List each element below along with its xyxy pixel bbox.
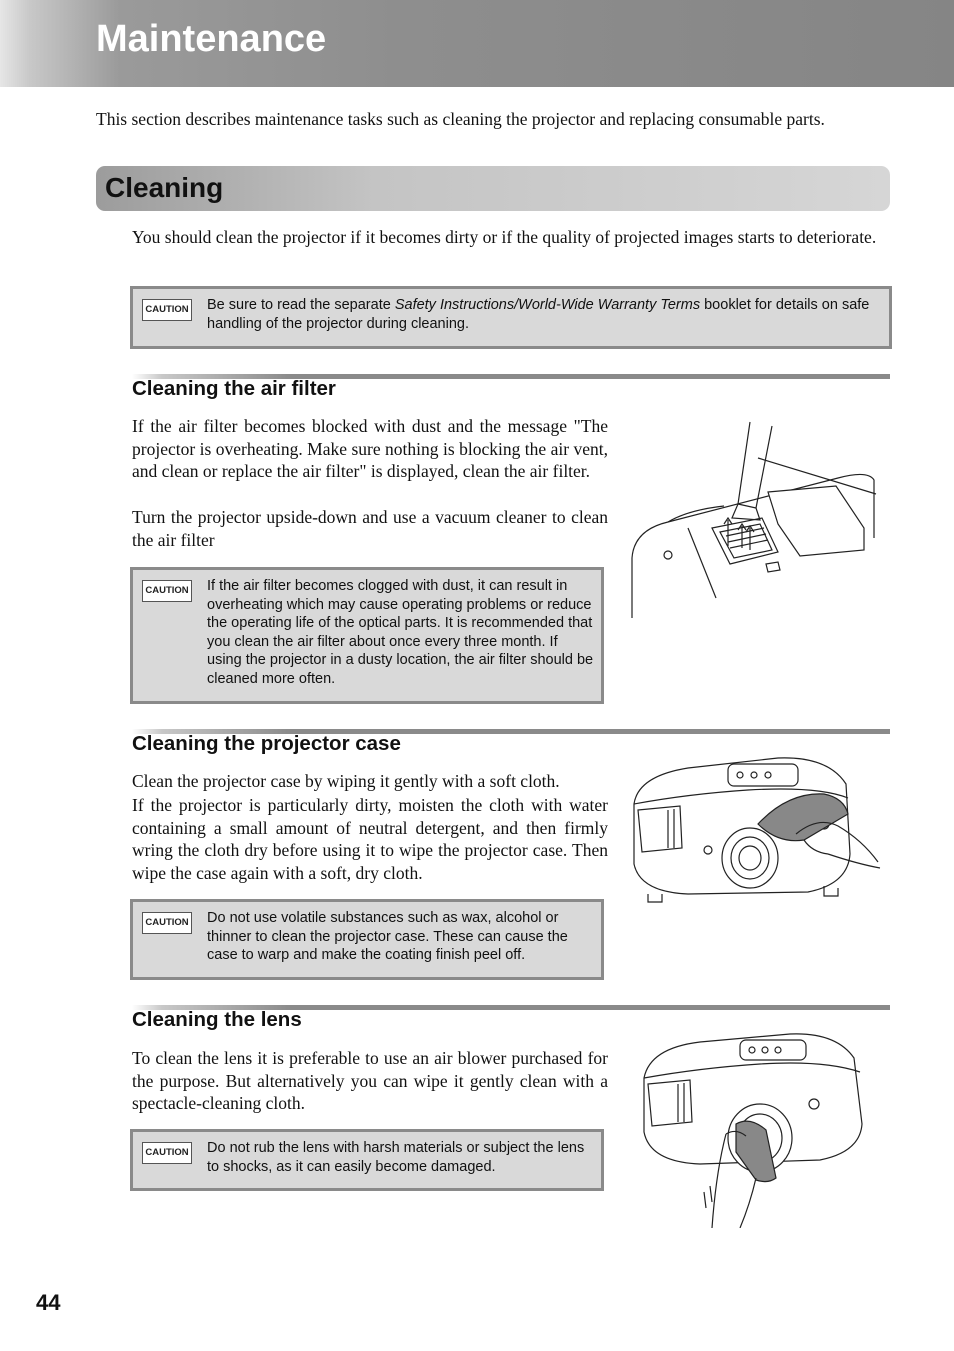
air-filter-illustration <box>628 418 880 618</box>
subsection-heading-air-filter: Cleaning the air filter <box>132 377 336 400</box>
projector-case-para-2: If the projector is particularly dirty, moisten the cloth with water containing a small amount of neutral detergent, and then firmly wring the cloth dry before using it to wipe the projector case. Then wipe the case again with a soft, dry cloth. <box>132 795 608 883</box>
lens-cleaning-illustration <box>640 1032 874 1228</box>
caution-text: If the air filter becomes clogged with dust, it can result in overheating which may cause operating problems or reduce the operating life of the optical parts. It is recommended that you clean the air filter about once every three month. If using the projector in a dusty location, the air filter should be cleaned more often. <box>207 578 594 687</box>
caution-label: CAUTION <box>142 299 192 321</box>
section-title: Cleaning <box>105 172 224 203</box>
caution-label: CAUTION <box>142 1142 192 1164</box>
caution-label: CAUTION <box>142 580 192 602</box>
caution-box-general <box>130 286 892 349</box>
caution-box-lens <box>130 1129 604 1191</box>
caution-box-projector-case <box>130 899 604 980</box>
caution-label: CAUTION <box>142 912 192 934</box>
caution-text: Do not use volatile substances such as wax, alcohol or thinner to clean the projector case. These can cause the case to warp and make the coating finish peel off. <box>207 910 568 963</box>
projector-case-illustration <box>628 754 882 904</box>
subsection-heading-projector-case: Cleaning the projector case <box>132 732 401 755</box>
caution-box-air-filter <box>130 567 604 704</box>
air-filter-para-2: Turn the projector upside-down and use a vacuum cleaner to clean the air filter <box>132 507 608 550</box>
lens-para-1: To clean the lens it is preferable to use an air blower purchased for the purpose. But alternatively you can wipe it gently clean with a spectacle-cleaning cloth. <box>132 1048 608 1113</box>
booklet-title: Safety Instructions/World-Wide Warranty Terms <box>394 297 701 313</box>
page-title: Maintenance <box>96 18 327 60</box>
section-body: You should clean the projector if it becomes dirty or if the quality of projected images starts to deteriorate. <box>132 227 877 247</box>
subsection-heading-lens: Cleaning the lens <box>132 1008 302 1031</box>
caution-text: Do not rub the lens with harsh materials or subject the lens to shocks, as it can easily become damaged. <box>207 1140 585 1175</box>
page-number: 44 <box>36 1290 61 1315</box>
projector-case-para-1: Clean the projector case by wiping it gently with a soft cloth. <box>132 771 560 791</box>
air-filter-para-1: If the air filter becomes blocked with dust and the message "The projector is overheating. Make sure nothing is blocking the air vent, and clean or replace the air filter" is displayed, clean the air filter. <box>132 416 608 481</box>
intro-text: This section describes maintenance tasks such as cleaning the projector and replacing consumable parts. <box>96 109 825 129</box>
caution-text: Be sure to read the separate Safety Instructions/World-Wide Warranty Terms booklet for details on safe handling of the projector during cleaning. <box>207 297 870 332</box>
